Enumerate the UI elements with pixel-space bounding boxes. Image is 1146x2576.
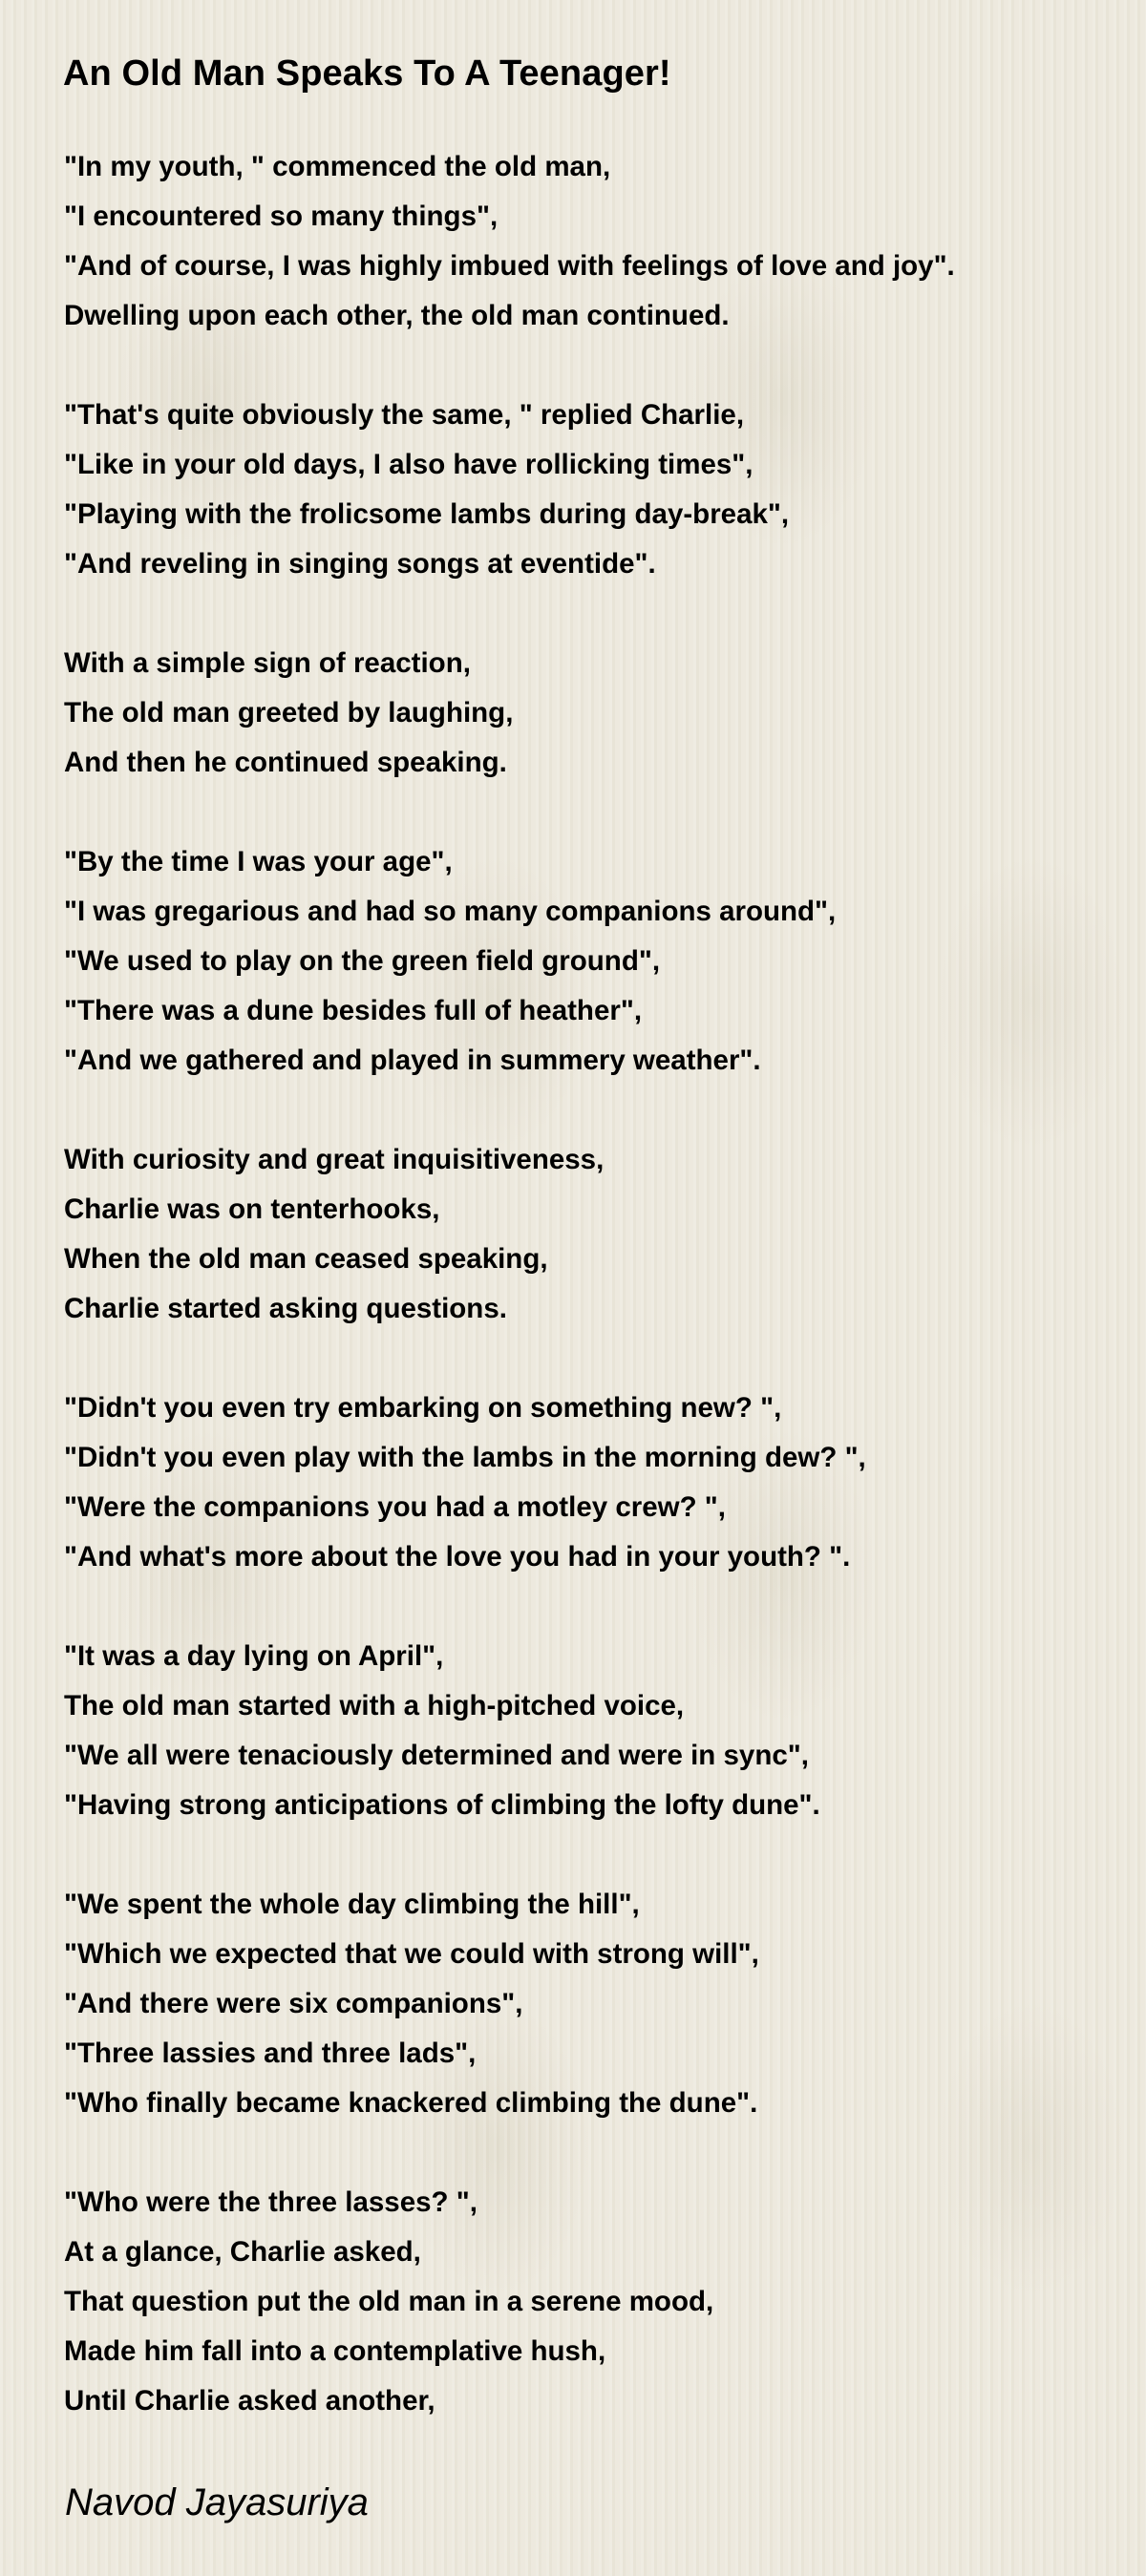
poem-body	[64, 142, 1114, 2476]
poem-line: Made him fall into a contemplative hush,	[64, 2335, 606, 2367]
poem-line: "And reveling in singing songs at eventide".	[64, 548, 656, 580]
poem-line: "In my youth, " commenced the old man,	[64, 151, 611, 182]
poem-line: The old man greeted by laughing,	[64, 697, 514, 728]
poem-line: "Having strong anticipations of climbing the lofty dune".	[64, 1789, 820, 1821]
poem-line: "By the time I was your age",	[64, 846, 453, 877]
poem-line: "Didn't you even try embarking on something new? ",	[64, 1392, 782, 1424]
poem-line: "Three lassies and three lads",	[64, 2038, 477, 2069]
poem-line: "Which we expected that we could with strong will",	[64, 1938, 759, 1970]
stanza	[64, 1383, 1114, 1582]
poem-line: "And there were six companions",	[64, 1988, 523, 2019]
poem-line: "Were the companions you had a motley crew? ",	[64, 1491, 726, 1523]
poem-line: The old man started with a high-pitched voice,	[64, 1690, 685, 1721]
poem-line: "Who finally became knackered climbing the dune".	[64, 2087, 758, 2119]
poem-line: "And of course, I was highly imbued with feelings of love and joy".	[64, 250, 955, 282]
poem-line: "There was a dune besides full of heather",	[64, 995, 643, 1026]
poem-line: Charlie was on tenterhooks,	[64, 1193, 440, 1225]
stanza	[64, 639, 1114, 788]
poem-line: With a simple sign of reaction,	[64, 647, 471, 679]
poem-line: "We used to play on the green field ground",	[64, 945, 661, 977]
poem-line: With curiosity and great inquisitiveness,	[64, 1144, 605, 1175]
poem-line: And then he continued speaking.	[64, 747, 507, 778]
stanza	[64, 2178, 1114, 2426]
stanza	[64, 1880, 1114, 2128]
poem-line: Until Charlie asked another,	[64, 2385, 435, 2417]
poem-line: Charlie started asking questions.	[64, 1293, 507, 1324]
poem-line: Dwelling upon each other, the old man continued.	[64, 300, 730, 331]
poem-line: "Like in your old days, I also have rollicking times",	[64, 449, 753, 480]
stanza	[64, 142, 1114, 341]
poem-line: "That's quite obviously the same, " replied Charlie,	[64, 399, 745, 431]
poem-line: "And we gathered and played in summery weather".	[64, 1045, 761, 1076]
poem-line: "And what's more about the love you had in your youth? ".	[64, 1541, 851, 1573]
stanza	[64, 837, 1114, 1086]
poem-line: When the old man ceased speaking,	[64, 1243, 548, 1275]
stanza	[64, 1632, 1114, 1830]
poem-line: "Playing with the frolicsome lambs during day-break",	[64, 498, 790, 530]
poem-line: That question put the old man in a serene mood,	[64, 2286, 714, 2317]
poem-line: "I was gregarious and had so many companions around",	[64, 896, 837, 927]
stanza	[64, 391, 1114, 589]
poem-line: "It was a day lying on April",	[64, 1640, 444, 1672]
poem-title: An Old Man Speaks To A Teenager!	[63, 53, 671, 94]
poem-line: "Who were the three lasses? ",	[64, 2186, 478, 2218]
poem-line: "Didn't you even play with the lambs in the morning dew? ",	[64, 1442, 866, 1473]
poem-line: "I encountered so many things",	[64, 201, 499, 232]
poem-author: Navod Jayasuriya	[65, 2481, 369, 2523]
poem-line: "We all were tenaciously determined and were in sync",	[64, 1740, 809, 1771]
poem-line: "We spent the whole day climbing the hill",	[64, 1889, 640, 1920]
poem-line: At a glance, Charlie asked,	[64, 2236, 421, 2268]
stanza	[64, 1135, 1114, 1334]
